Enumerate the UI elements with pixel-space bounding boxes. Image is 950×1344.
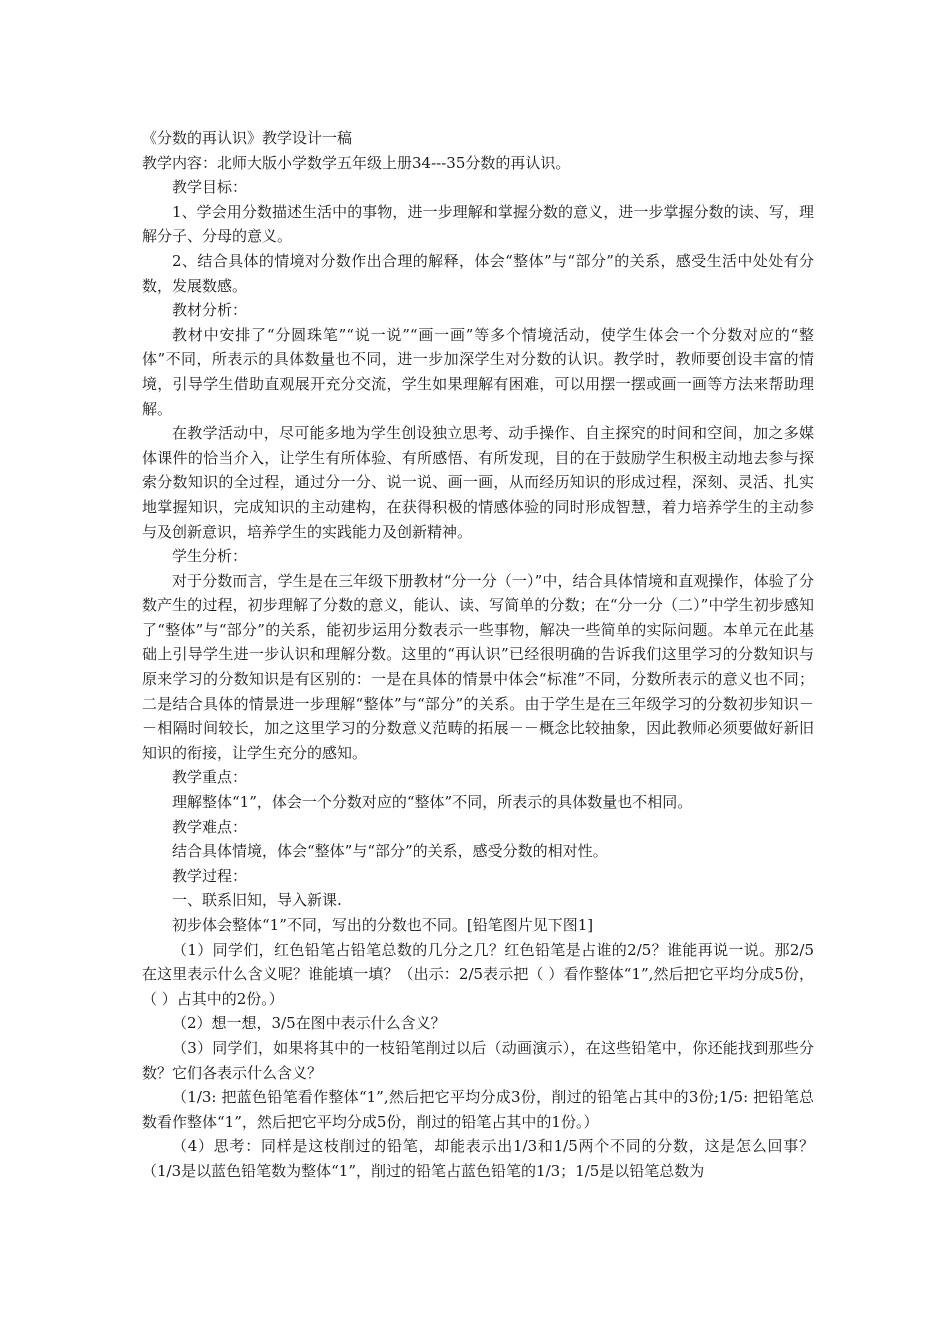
paragraph: （1）同学们，红色铅笔占铅笔总数的几分之几？红色铅笔是占谁的2/5？谁能再说一说。那2/5在这里表示什么含义呢？谁能填一填？（出示：2/5表示把（ ）看作整体“1”,然后把它平均分成5份，（ ）占其中的2份。） [142, 940, 814, 1008]
paragraph: 初步体会整体“1”不同，写出的分数也不同。[铅笔图片见下图1] [172, 916, 594, 934]
paragraph: 教学难点： [172, 817, 248, 836]
paragraph: 教材分析： [172, 301, 248, 320]
document-body [142, 151, 814, 1184]
paragraph: （3）同学们，如果将其中的一枝铅笔削过以后（动画演示），在这些铅笔中，你还能找到那些分数？它们各表示什么含义？ [142, 1038, 814, 1082]
paragraph: 理解整体“1”，体会一个分数对应的“整体”不同，所表示的具体数量也不相同。 [172, 793, 693, 812]
paragraph: （4）思考：同样是这枝削过的铅笔，却能表示出1/3和1/5两个不同的分数，这是怎么回事？（1/3是以蓝色铅笔数为整体“1”，削过的铅笔占蓝色铅笔的1/3；1/5是以铅笔总数为 [142, 1137, 814, 1180]
paragraph: 教材中安排了“分圆珠笔”“说一说”“画一画”等多个情境活动，使学生体会一个分数对应的“整体”不同，所表示的具体数量也不同，进一步加深学生对分数的认识。教学时，教师要创设丰富的情境，引导学生借助直观展开充分交流，学生如果理解有困难，可以用摆一摆或画一画等方法来帮助理解。 [142, 325, 814, 418]
paragraph: 教学目标： [172, 178, 248, 197]
paragraph: 教学内容：北师大版小学数学五年级上册34---35分数的再认识。 [142, 153, 571, 172]
paragraph: 教学过程： [172, 866, 248, 885]
document-title: 《分数的再认识》教学设计一稿 [142, 129, 353, 147]
paragraph: （1/3: 把蓝色铅笔看作整体“1”,然后把它平均分成3份，削过的铅笔占其中的3份;1/5: 把铅笔总数看作整体“1”，然后把它平均分成5份，削过的铅笔占其中的1份。） [142, 1088, 814, 1131]
paragraph: 学生分析： [172, 547, 248, 566]
paragraph: 一、联系旧知，导入新课. [172, 891, 342, 910]
paragraph: （2）想一想，3/5在图中表示什么含义？ [172, 1014, 446, 1033]
paragraph: 1、学会用分数描述生活中的事物，进一步理解和掌握分数的意义，进一步掌握分数的读、写，理解分子、分母的意义。 [142, 202, 814, 246]
paragraph: 2、结合具体的情境对分数作出合理的解释，体会“整体”与“部分”的关系，感受生活中处处有分数，发展数感。 [142, 251, 814, 295]
paragraph: 教学重点： [172, 768, 248, 787]
paragraph: 在教学活动中，尽可能多地为学生创设独立思考、动手操作、自主探究的时间和空间，加之多媒体课件的恰当介入，让学生有所体验、有所感悟、有所发现，目的在于鼓励学生积极主动地去参与探索分数知识的全过程，通过分一分、说一说、画一画，从而经历知识的形成过程，深刻、灵活、扎实地掌握知识，完成知识的主动建构，在获得积极的情感体验的同时形成智慧，着力培养学生的主动参与及创新意识，培养学生的实践能力及创新精神。 [142, 424, 814, 541]
paragraph: 结合具体情境，体会“整体”与“部分”的关系，感受分数的相对性。 [172, 842, 608, 861]
paragraph: 对于分数而言，学生是在三年级下册教材“分一分（一）”中，结合具体情境和直观操作，体验了分数产生的过程，初步理解了分数的意义，能认、读、写简单的分数；在“分一分（二）”中学生初步感知了“整体”与“部分”的关系，能初步运用分数表示一些事物，解决一些简单的实际问题。本单元在此基础上引导学生进一步认识和理解分数。这里的“再认识”已经很明确的告诉我们这里学习的分数知识与原来学习的分数知识是有区别的：一是在具体的情景中体会“标准”不同，分数所表示的意义也不同；二是结合具体的情景进一步理解“整体”与“部分”的关系。由于学生是在三年级学习的分数初步知识－－相隔时间较长，加之这里学习的分数意义范畴的拓展－－概念比较抽象，因此教师必须要做好新旧知识的衔接，让学生充分的感知。 [142, 571, 814, 762]
document-page [142, 126, 814, 1184]
